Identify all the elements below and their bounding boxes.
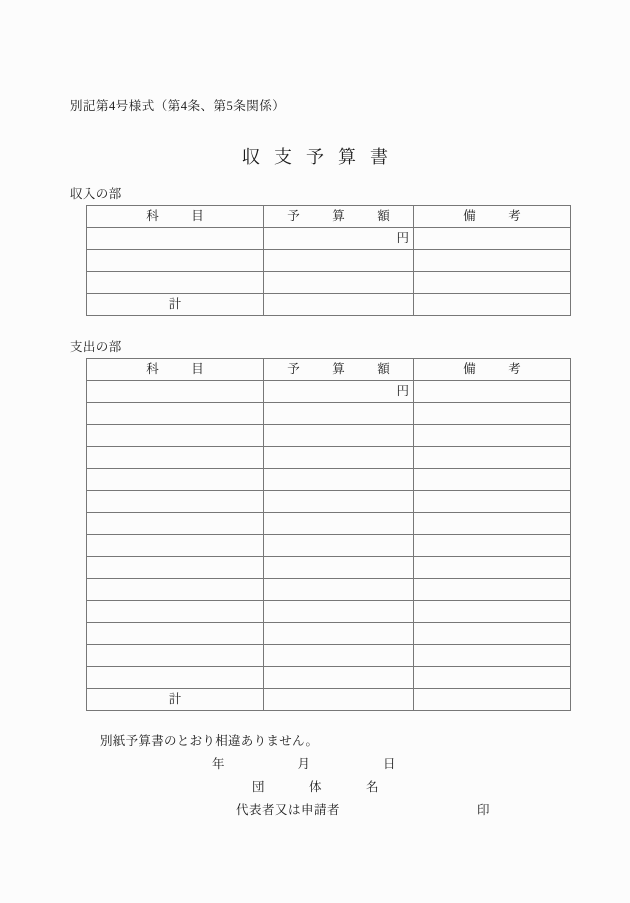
income-total-label: 計 <box>87 294 264 316</box>
income-column-header-note: 備 考 <box>414 206 571 228</box>
income-amount-cell[interactable] <box>264 272 414 294</box>
table-row <box>87 447 571 469</box>
income-item-cell[interactable] <box>87 228 264 250</box>
income-note-cell[interactable] <box>414 250 571 272</box>
expense-item-cell[interactable] <box>87 403 264 425</box>
expense-item-cell[interactable] <box>87 601 264 623</box>
table-row <box>87 535 571 557</box>
income-total-amount-cell[interactable] <box>264 294 414 316</box>
table-row <box>87 579 571 601</box>
income-item-cell[interactable] <box>87 272 264 294</box>
expense-amount-cell[interactable] <box>264 623 414 645</box>
table-row <box>87 425 571 447</box>
income-amount-cell[interactable]: 円 <box>264 228 414 250</box>
expense-item-cell[interactable] <box>87 381 264 403</box>
expense-item-cell[interactable] <box>87 447 264 469</box>
expense-amount-cell[interactable] <box>264 403 414 425</box>
expense-note-cell[interactable] <box>414 381 571 403</box>
signature-block <box>0 731 630 823</box>
table-row <box>87 491 571 513</box>
expense-note-cell[interactable] <box>414 513 571 535</box>
table-row <box>87 667 571 689</box>
table-total-row <box>87 689 571 711</box>
income-item-cell[interactable] <box>87 250 264 272</box>
expense-amount-cell[interactable] <box>264 601 414 623</box>
expense-budget-table <box>86 358 571 711</box>
expense-section-label: 支出の部 <box>70 340 122 354</box>
expense-note-cell[interactable] <box>414 403 571 425</box>
page-title: 収支予算書 <box>242 147 402 167</box>
table-row <box>87 623 571 645</box>
expense-item-cell[interactable] <box>87 623 264 645</box>
expense-note-cell[interactable] <box>414 557 571 579</box>
expense-amount-cell[interactable] <box>264 579 414 601</box>
income-note-cell[interactable] <box>414 272 571 294</box>
expense-item-cell[interactable] <box>87 513 264 535</box>
representative-label[interactable]: 代表者又は申請者 <box>236 803 341 817</box>
table-header-row <box>87 206 571 228</box>
expense-note-cell[interactable] <box>414 469 571 491</box>
expense-note-cell[interactable] <box>414 579 571 601</box>
expense-note-cell[interactable] <box>414 491 571 513</box>
expense-note-cell[interactable] <box>414 645 571 667</box>
expense-note-cell[interactable] <box>414 623 571 645</box>
income-amount-cell[interactable] <box>264 250 414 272</box>
expense-item-cell[interactable] <box>87 535 264 557</box>
table-row <box>87 513 571 535</box>
date-fields[interactable]: 年 月 日 <box>212 757 412 771</box>
table-row <box>87 403 571 425</box>
table-row <box>87 645 571 667</box>
table-row <box>87 272 571 294</box>
organization-entry-line <box>0 777 630 800</box>
income-section-label: 収入の部 <box>70 187 122 201</box>
representative-entry-line <box>0 800 630 823</box>
expense-amount-cell[interactable] <box>264 557 414 579</box>
income-budget-table <box>86 205 571 316</box>
declaration-text: 別紙予算書のとおり相違ありません。 <box>100 734 319 748</box>
income-note-cell[interactable] <box>414 228 571 250</box>
expense-column-header-item: 科 目 <box>87 359 264 381</box>
organization-name-label[interactable]: 団 体 名 <box>252 780 395 794</box>
income-column-header-item: 科 目 <box>87 206 264 228</box>
expense-item-cell[interactable] <box>87 425 264 447</box>
expense-total-note-cell[interactable] <box>414 689 571 711</box>
expense-note-cell[interactable] <box>414 447 571 469</box>
form-reference-note: 別記第4号様式（第4条、第5条関係） <box>70 99 286 113</box>
declaration-line <box>0 731 630 754</box>
expense-item-cell[interactable] <box>87 557 264 579</box>
expense-amount-cell[interactable] <box>264 513 414 535</box>
expense-column-header-amount: 予 算 額 <box>264 359 414 381</box>
expense-note-cell[interactable] <box>414 667 571 689</box>
table-row <box>87 601 571 623</box>
table-row <box>87 469 571 491</box>
expense-amount-cell[interactable] <box>264 667 414 689</box>
seal-stamp-label[interactable]: 印 <box>477 803 491 817</box>
expense-item-cell[interactable] <box>87 667 264 689</box>
expense-amount-cell[interactable] <box>264 535 414 557</box>
table-row <box>87 557 571 579</box>
table-row <box>87 228 571 250</box>
expense-amount-cell[interactable]: 円 <box>264 381 414 403</box>
expense-amount-cell[interactable] <box>264 491 414 513</box>
income-total-note-cell[interactable] <box>414 294 571 316</box>
expense-amount-cell[interactable] <box>264 469 414 491</box>
expense-item-cell[interactable] <box>87 579 264 601</box>
expense-note-cell[interactable] <box>414 425 571 447</box>
expense-total-amount-cell[interactable] <box>264 689 414 711</box>
table-header-row <box>87 359 571 381</box>
expense-total-label: 計 <box>87 689 264 711</box>
table-total-row <box>87 294 571 316</box>
date-entry-line <box>0 754 630 777</box>
expense-amount-cell[interactable] <box>264 425 414 447</box>
expense-item-cell[interactable] <box>87 469 264 491</box>
table-row <box>87 250 571 272</box>
expense-item-cell[interactable] <box>87 491 264 513</box>
expense-note-cell[interactable] <box>414 601 571 623</box>
income-column-header-amount: 予 算 額 <box>264 206 414 228</box>
expense-amount-cell[interactable] <box>264 447 414 469</box>
expense-note-cell[interactable] <box>414 535 571 557</box>
expense-amount-cell[interactable] <box>264 645 414 667</box>
expense-item-cell[interactable] <box>87 645 264 667</box>
table-row <box>87 381 571 403</box>
expense-column-header-note: 備 考 <box>414 359 571 381</box>
